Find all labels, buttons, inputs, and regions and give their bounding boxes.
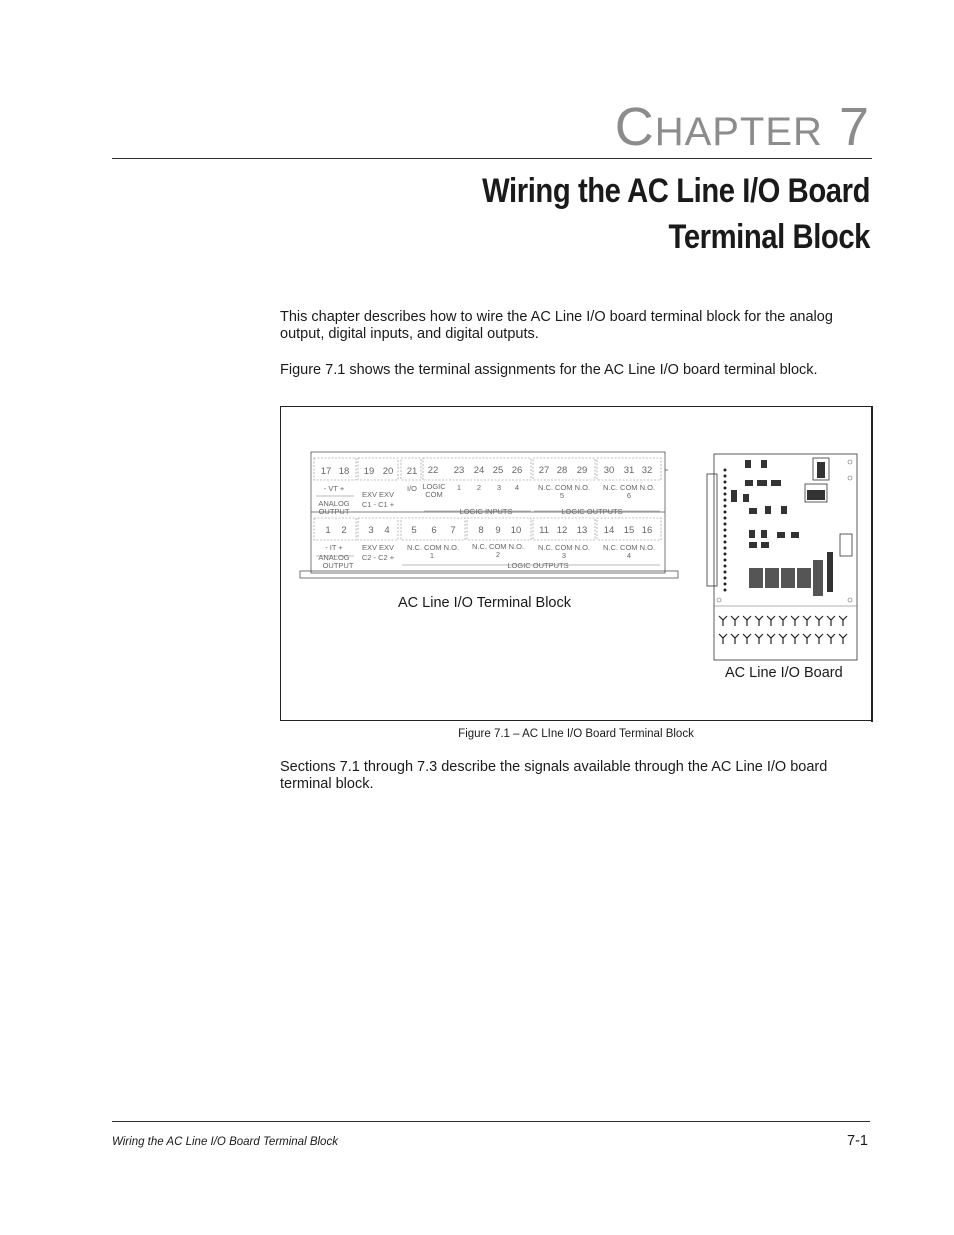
terminal-block-label: AC Line I/O Terminal Block [398, 595, 571, 611]
tb-top-logic: LOGIC [422, 482, 446, 491]
tb-top-output: OUTPUT [318, 507, 350, 516]
tb-bottom-relay1: N.C. COM N.O. [406, 543, 460, 552]
tb-top-29: 29 [576, 465, 588, 476]
intro-paragraph: This chapter describes how to wire the AC Line I/O board terminal block for the analog output, digital inputs, and digital outputs. [280, 309, 833, 342]
tb-bottom-15: 15 [623, 525, 635, 536]
tb-top-c1: C1 - C1 + [361, 500, 395, 509]
tb-top-relay6: N.C. COM N.O. [602, 483, 656, 492]
tb-bottom-5: 5 [411, 525, 417, 536]
tb-bottom-relay4: N.C. COM N.O. [602, 543, 656, 552]
tb-bottom-16: 16 [641, 525, 653, 536]
tb-bottom-out3: 3 [561, 551, 567, 560]
tb-bottom-11: 11 [539, 525, 549, 536]
tb-bottom-6: 6 [431, 525, 437, 536]
tb-top-19: 19 [363, 466, 375, 477]
tb-bottom-8: 8 [478, 525, 484, 536]
tb-top-relay5: N.C. COM N.O. [537, 483, 591, 492]
tb-top-exv: EXV EXV [361, 490, 395, 499]
io-board-diagram [705, 450, 861, 662]
tb-top-logic-inputs: LOGIC INPUTS [459, 507, 513, 516]
tb-top-32: 32 [641, 465, 653, 476]
tb-top-in4: 4 [514, 483, 520, 492]
tb-bottom-12: 12 [556, 525, 568, 536]
io-board-label: AC Line I/O Board [725, 665, 843, 681]
tb-top-26: 26 [511, 465, 523, 476]
chapter-title-line1: Wiring the AC Line I/O Board [482, 172, 870, 210]
tb-bottom-output: OUTPUT [322, 561, 354, 570]
chapter-title [482, 168, 870, 260]
tb-top-in2: 2 [476, 483, 482, 492]
tb-top-24: 24 [473, 465, 485, 476]
tb-top-17: 17 [320, 466, 332, 477]
tb-top-com: COM [425, 490, 443, 499]
tb-top-21: 21 [406, 466, 418, 477]
tb-bottom-relay2: N.C. COM N.O. [471, 542, 525, 551]
chapter-label [614, 97, 870, 157]
tb-bottom-7: 7 [450, 525, 456, 536]
sections-paragraph: Sections 7.1 through 7.3 describe the signals available through the AC Line I/O board terminal block. [280, 759, 828, 792]
tb-bottom-10: 10 [510, 525, 522, 536]
tb-top-28: 28 [556, 465, 568, 476]
tb-bottom-13: 13 [576, 525, 588, 536]
footer-rule [112, 1121, 870, 1122]
tb-bottom-out1: 1 [429, 551, 435, 560]
tb-top-18: 18 [338, 466, 350, 477]
tb-top-analog: ANALOG [318, 499, 350, 508]
tb-bottom-out4: 4 [626, 551, 632, 560]
tb-bottom-relay3: N.C. COM N.O. [537, 543, 591, 552]
tb-top-25: 25 [492, 465, 504, 476]
tb-bottom-out2: 2 [495, 550, 501, 559]
tb-bottom-14: 14 [603, 525, 615, 536]
tb-top-in1: 1 [456, 483, 462, 492]
page-number: 7-1 [847, 1133, 868, 1149]
tb-top-22: 22 [427, 465, 439, 476]
tb-top-out6: 6 [626, 491, 632, 500]
tb-bottom-9: 9 [495, 525, 501, 536]
terminal-block-diagram [298, 450, 684, 582]
chapter-title-line2: Terminal Block [668, 218, 870, 256]
tb-top-27: 27 [538, 465, 550, 476]
figure-reference-paragraph: Figure 7.1 shows the terminal assignments for the AC Line I/O board terminal block. [280, 362, 818, 378]
tb-bottom-4: 4 [384, 525, 390, 536]
tb-top-30: 30 [603, 465, 615, 476]
tb-bottom-3: 3 [368, 525, 374, 536]
tb-bottom-logic-outputs: LOGIC OUTPUTS [507, 561, 569, 570]
tb-bottom-analog: ANALOG [318, 553, 350, 562]
footer-title: Wiring the AC Line I/O Board Terminal Block [112, 1136, 338, 1148]
tb-bottom-exv: EXV EXV [361, 543, 395, 552]
tb-bottom-it: - IT + [325, 543, 343, 552]
tb-top-out5: 5 [559, 491, 565, 500]
tb-top-23: 23 [453, 465, 465, 476]
chapter-initial: C [614, 97, 655, 157]
tb-top-vt: - VT + [323, 484, 345, 493]
tb-top-in3: 3 [496, 483, 502, 492]
tb-bottom-c2: C2 - C2 + [361, 553, 395, 562]
chapter-number: 7 [838, 97, 870, 157]
tb-bottom-2: 2 [341, 525, 347, 536]
tb-top-31: 31 [623, 465, 635, 476]
tb-top-io: I/O [406, 484, 418, 493]
tb-top-logic-outputs: LOGIC OUTPUTS [561, 507, 623, 516]
figure-caption: Figure 7.1 – AC LIne I/O Board Terminal Block [458, 728, 694, 740]
chapter-rule [112, 158, 872, 159]
chapter-word: HAPTER [654, 110, 823, 154]
tb-top-20: 20 [382, 466, 394, 477]
tb-bottom-1: 1 [325, 525, 331, 536]
